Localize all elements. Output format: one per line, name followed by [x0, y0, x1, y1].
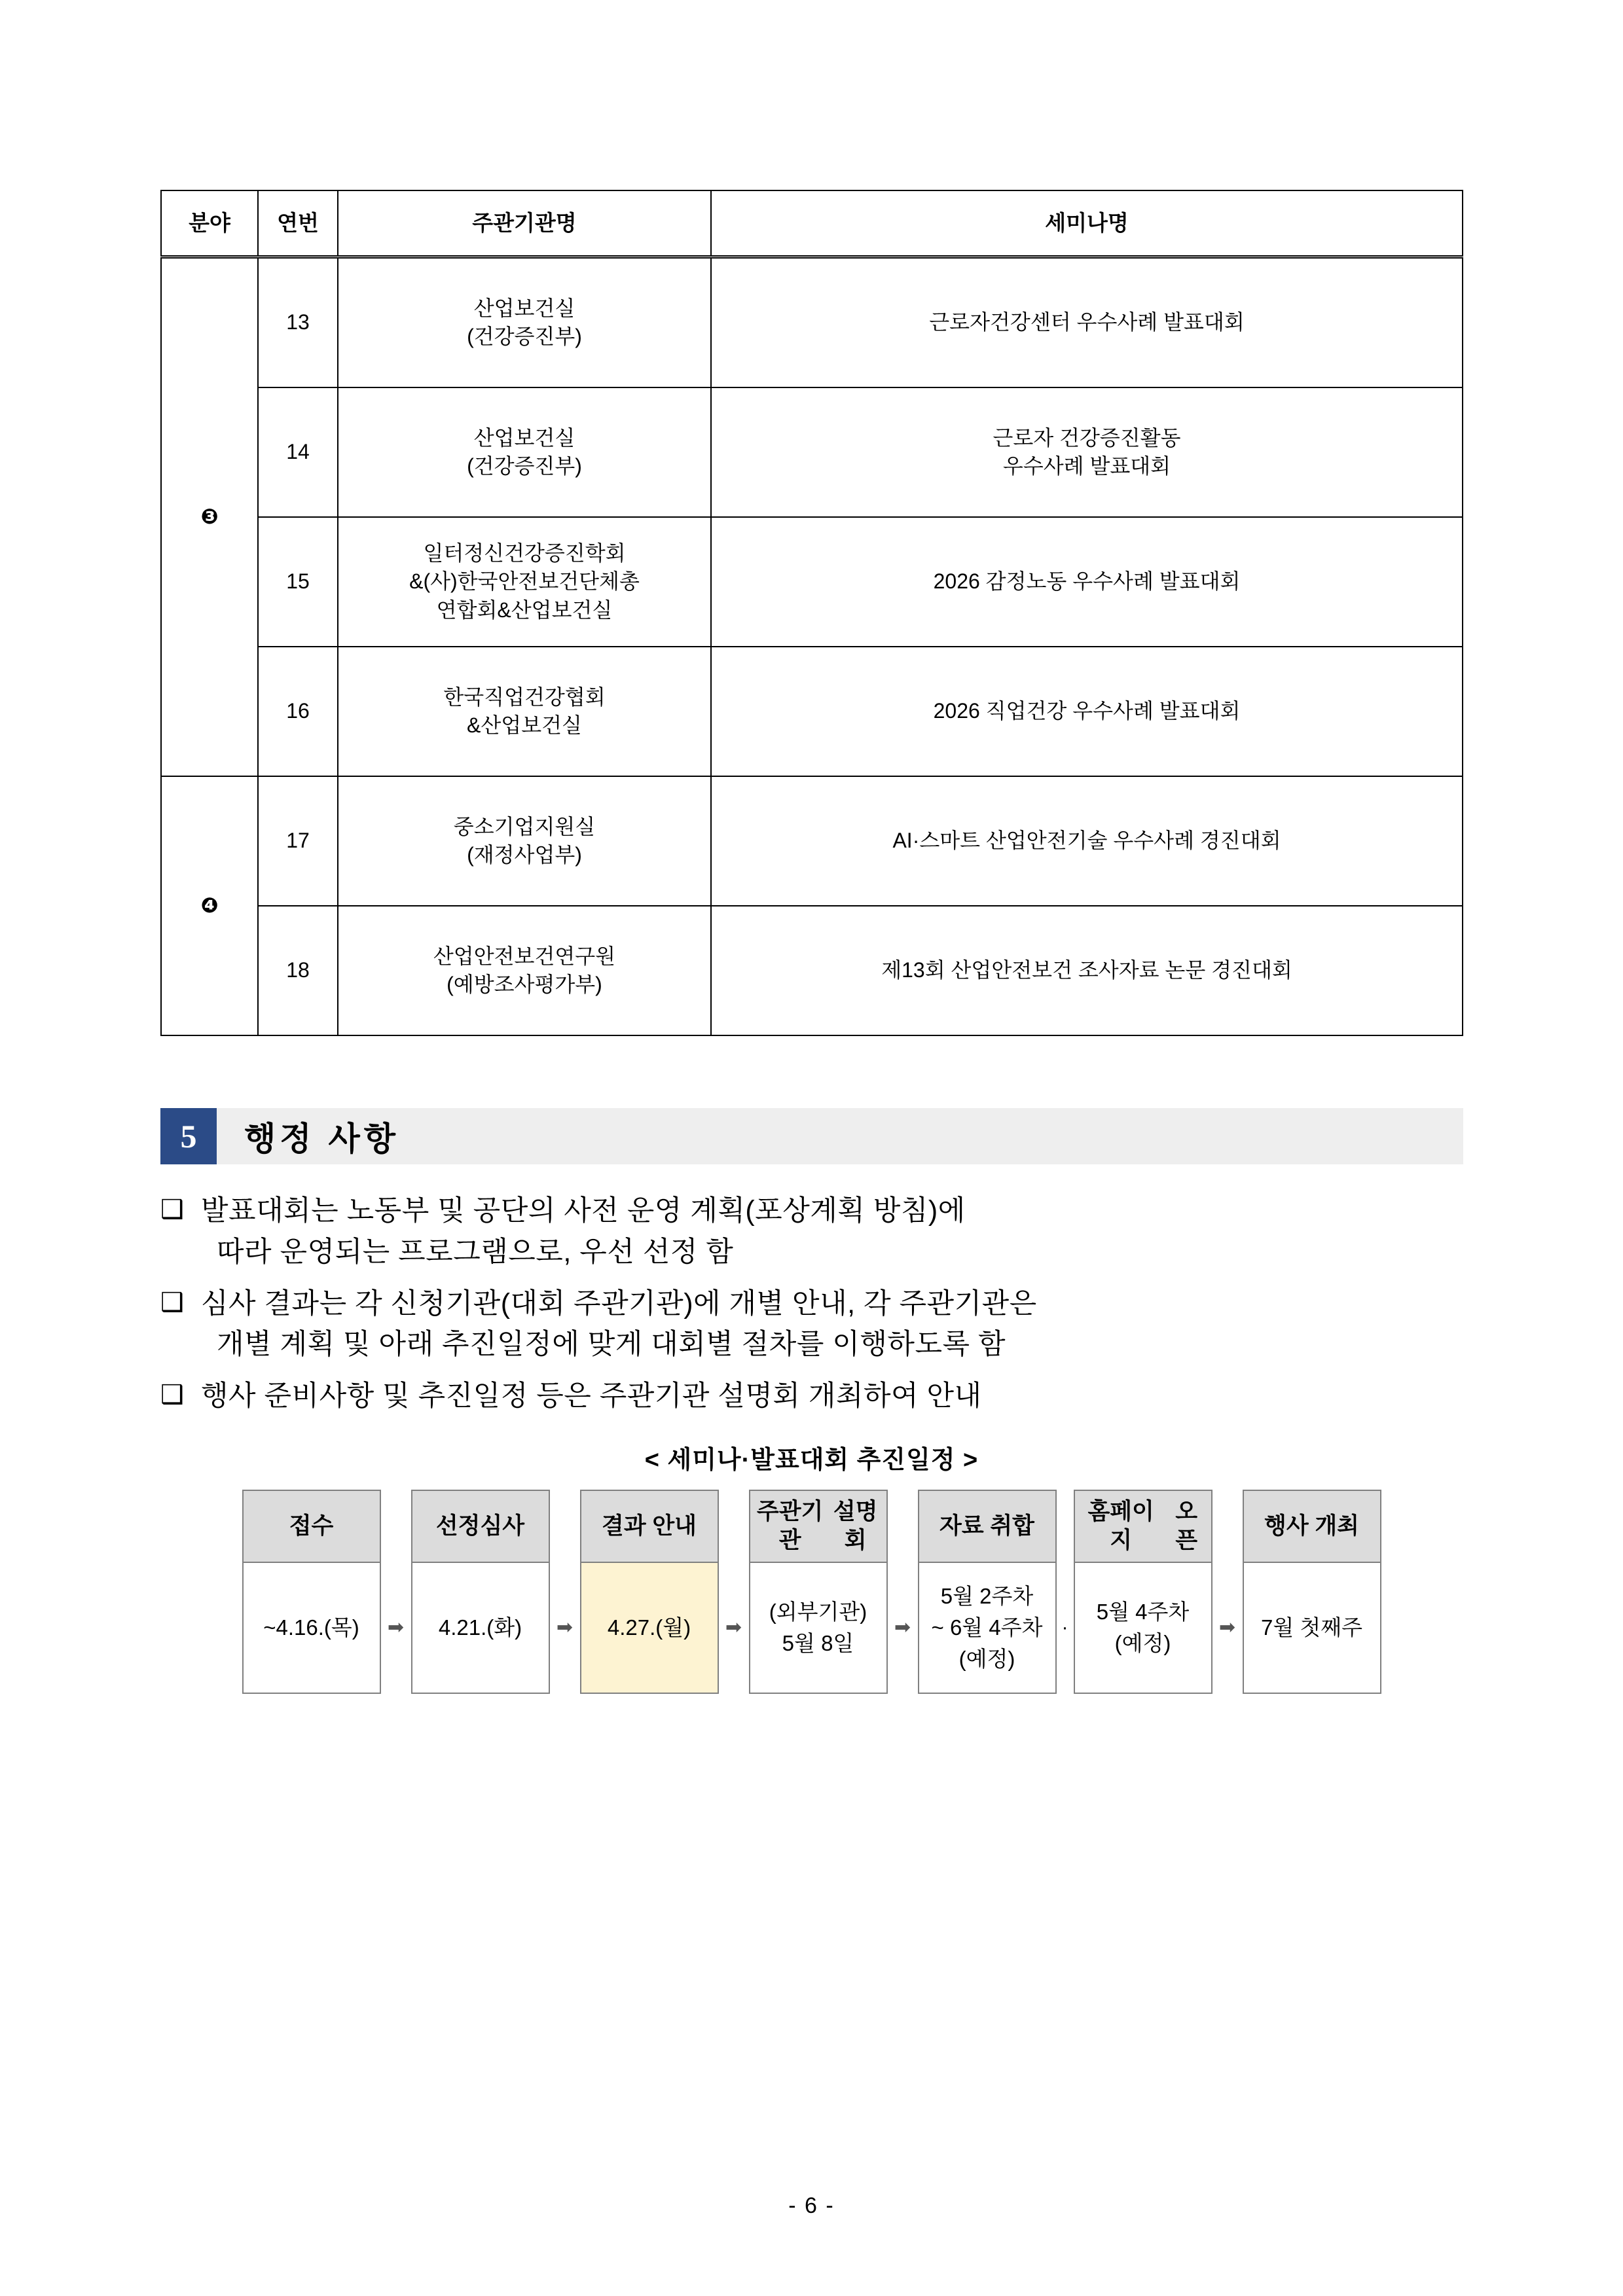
bullet-line-2: 개별 계획 및 아래 추진일정에 맞게 대회별 절차를 이행하도록 함: [217, 1329, 1006, 1361]
seminar-cell: [711, 257, 1463, 388]
flow-step-header: [244, 1491, 380, 1563]
seminar-line: 근로자 건강증진활동: [993, 425, 1181, 450]
table-row: [161, 776, 1463, 906]
flow-step-body: [1075, 1563, 1211, 1693]
bullet-marker-icon: ❑: [160, 1380, 184, 1410]
org-line: (건강증진부): [467, 325, 582, 348]
org-line: (재정사업부): [467, 843, 582, 867]
flow-arrow-icon: ➡: [387, 1617, 405, 1639]
seminar-cell: [711, 647, 1463, 776]
table-row: [161, 517, 1463, 647]
section-heading: [160, 1108, 1463, 1164]
table-row: [161, 257, 1463, 388]
org-line: 산업보건실: [473, 425, 575, 450]
flow-step-header-line: 선정심사: [435, 1513, 525, 1539]
bullet-text: [201, 1376, 982, 1417]
flow-step-homepage-open: [1074, 1490, 1213, 1694]
bullet-line-2: 따라 운영되는 프로그램으로, 우선 선정 함: [217, 1236, 734, 1268]
org-cell: [338, 647, 711, 776]
flow-step-body: [1244, 1563, 1380, 1693]
section-number: 5: [160, 1108, 217, 1164]
flow-step-header-line: 홈페이지: [1087, 1499, 1154, 1553]
org-line: &산업보건실: [467, 713, 582, 737]
flow-step-body-line: ~4.16.(목): [263, 1615, 359, 1640]
flow-step-body-line: (예정): [958, 1646, 1015, 1671]
org-cell: [338, 776, 711, 906]
flow-step-body-line: 4.27.(월): [607, 1615, 691, 1640]
no-cell: 17: [258, 776, 338, 906]
bullet-line-1: 심사 결과는 각 신청기관(대회 주관기관)에 개별 안내, 각 주관기관은: [201, 1287, 1037, 1319]
flow-arrow-icon: ➡: [725, 1617, 742, 1639]
flow-step-header: [1244, 1491, 1380, 1563]
seminar-table-wrapper: [160, 0, 1463, 1036]
flow-step-body-line: 5월 8일: [782, 1630, 854, 1655]
bullet-item: [160, 1283, 1463, 1366]
field-cell: ❹: [161, 776, 258, 1035]
bullet-list: [160, 1191, 1463, 1417]
seminar-line: 2026 감정노동 우수사례 발표대회: [933, 569, 1241, 594]
org-line: &(사)한국안전보건단체총: [409, 569, 640, 594]
table-row: [161, 387, 1463, 517]
flow-step-data-collection: [918, 1490, 1057, 1694]
section-title: 행정 사항: [244, 1121, 400, 1157]
flow-step-orientation: [749, 1490, 888, 1694]
flow-arrow-icon: ➡: [894, 1617, 911, 1639]
header-seminar: 세미나명: [711, 190, 1463, 257]
table-row: [161, 647, 1463, 776]
bullet-line-1: 발표대회는 노동부 및 공단의 사전 운영 계획(포상계획 방침)에: [201, 1195, 966, 1227]
flow-step-header-line: 오픈: [1175, 1499, 1198, 1553]
seminar-line: 2026 직업건강 우수사례 발표대회: [933, 699, 1241, 723]
seminar-table: [160, 190, 1463, 1036]
org-line: 연합회&산업보건실: [436, 598, 613, 622]
no-cell: 18: [258, 906, 338, 1035]
org-line: (건강증진부): [467, 454, 582, 478]
org-cell: [338, 387, 711, 517]
org-line: 산업보건실: [473, 296, 575, 320]
seminar-line: 우수사례 발표대회: [1002, 454, 1171, 478]
seminar-line: 제13회 산업안전보건 조사자료 논문 경진대회: [881, 958, 1292, 982]
flow-step-header: [581, 1491, 718, 1563]
flow-step-event-hosting: [1243, 1490, 1381, 1694]
org-cell: [338, 257, 711, 388]
flow-step-body: [244, 1563, 380, 1693]
seminar-line: AI·스마트 산업안전기술 우수사례 경진대회: [892, 829, 1281, 853]
flow-step-body-line: ~ 6월 4주차: [931, 1615, 1043, 1640]
flow-step-receipt: [242, 1490, 381, 1694]
org-line: 일터정신건강증진학회: [423, 541, 626, 565]
flow-step-body: [581, 1563, 718, 1693]
flow-step-body-line: (예정): [1114, 1630, 1171, 1655]
flow-step-header: [919, 1491, 1055, 1563]
flow-chart: [229, 1490, 1395, 1694]
org-cell: [338, 906, 711, 1035]
seminar-cell: [711, 387, 1463, 517]
flow-step-body: [412, 1563, 549, 1693]
flow-arrow-icon: ➡: [1218, 1617, 1236, 1639]
seminar-cell: [711, 906, 1463, 1035]
org-line: (예방조사평가부): [447, 973, 602, 996]
flow-step-header: [750, 1491, 886, 1563]
bullet-item: [160, 1376, 1463, 1417]
flow-step-body-line: 5월 4주차: [1096, 1599, 1190, 1624]
flow-step-header-line: 주관기관: [756, 1499, 824, 1553]
header-org: 주관기관명: [338, 190, 711, 257]
flow-step-result-notice: [580, 1490, 719, 1694]
no-cell: 13: [258, 257, 338, 388]
flow-step-header-line: 결과 안내: [602, 1513, 697, 1539]
flow-step-body-line: (외부기관): [769, 1599, 867, 1624]
flow-step-selection-review: [411, 1490, 550, 1694]
page-number: - 6 -: [788, 2193, 835, 2218]
org-line: 중소기업지원실: [453, 814, 596, 838]
table-header-row: [161, 190, 1463, 257]
flow-step-body-line: 7월 첫째주: [1260, 1615, 1363, 1640]
flow-step-body: [750, 1563, 886, 1693]
header-field: 분야: [161, 190, 258, 257]
seminar-line: 근로자건강센터 우수사례 발표대회: [929, 310, 1245, 334]
seminar-cell: [711, 517, 1463, 647]
header-no: 연번: [258, 190, 338, 257]
no-cell: 14: [258, 387, 338, 517]
flow-step-header: [412, 1491, 549, 1563]
flow-arrow-icon: ➡: [556, 1617, 574, 1639]
flow-step-body-line: 4.21.(화): [438, 1615, 522, 1640]
flow-step-header-line: 접수: [289, 1513, 334, 1539]
no-cell: 15: [258, 517, 338, 647]
org-line: 한국직업건강협회: [443, 685, 606, 709]
bullet-line-1: 행사 준비사항 및 추진일정 등은 주관기관 설명회 개최하여 안내: [201, 1380, 982, 1412]
flow-step-header-line: 자료 취합: [939, 1513, 1034, 1539]
flow-step-header-line: 행사 개최: [1264, 1513, 1359, 1539]
flow-step-header-line: 설명회: [833, 1499, 878, 1553]
org-line: 산업안전보건연구원: [433, 944, 616, 968]
flow-separator-dot-icon: ·: [1061, 1616, 1068, 1638]
bullet-item: [160, 1191, 1463, 1273]
field-cell: ❸: [161, 257, 258, 777]
flow-step-header: [1075, 1491, 1211, 1563]
bullet-marker-icon: ❑: [160, 1195, 184, 1224]
bullet-marker-icon: ❑: [160, 1287, 184, 1317]
flow-step-body-line: 5월 2주차: [940, 1584, 1034, 1609]
seminar-cell: [711, 776, 1463, 906]
bullet-text: [201, 1283, 1037, 1366]
flow-chart-title: < 세미나·발표대회 추진일정 >: [644, 1446, 979, 1474]
org-cell: [338, 517, 711, 647]
bullet-text: [201, 1191, 966, 1273]
flow-step-body: [919, 1563, 1055, 1693]
table-row: [161, 906, 1463, 1035]
no-cell: 16: [258, 647, 338, 776]
